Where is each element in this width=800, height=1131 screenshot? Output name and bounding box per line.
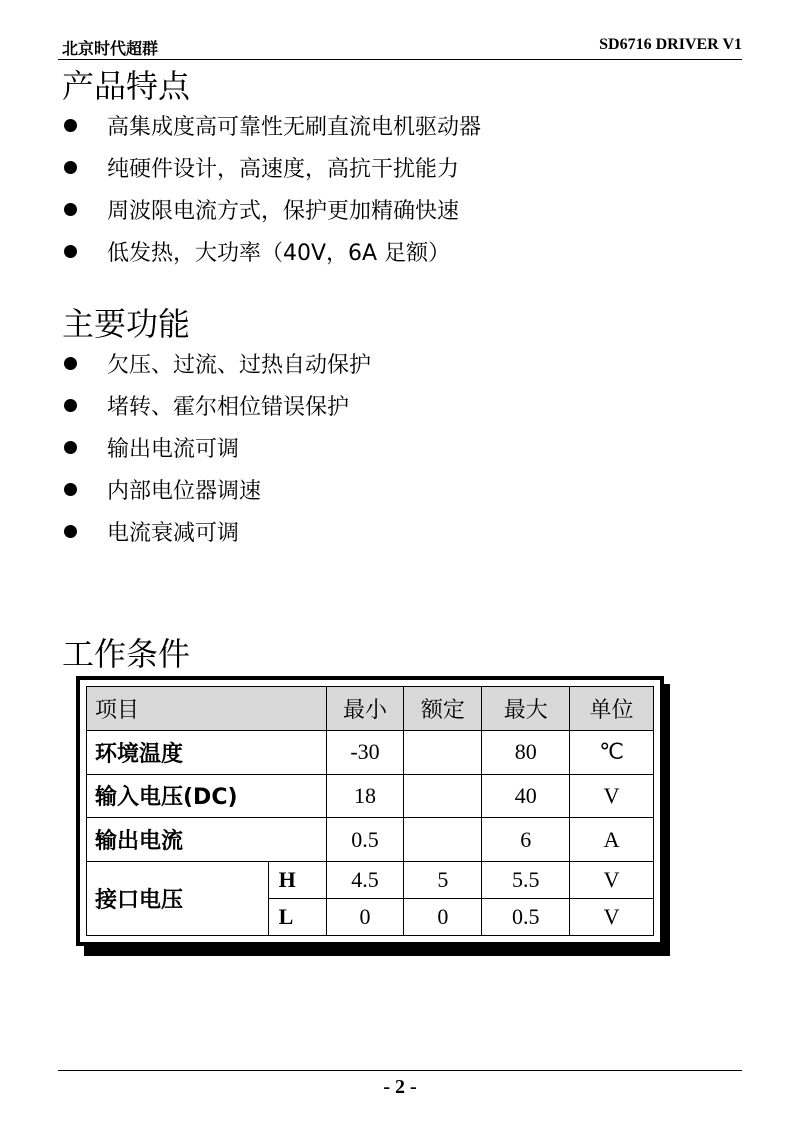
list-item: [62, 426, 371, 468]
level-low: L: [268, 899, 326, 936]
cell-rated: [404, 818, 482, 862]
cell-max: 0.5: [482, 899, 570, 936]
bullet-icon: [64, 203, 77, 216]
list-item: [62, 188, 481, 230]
header-company-name: 北京时代超群: [62, 39, 159, 58]
bullet-icon: [64, 161, 77, 174]
row-label: 输入电压(DC): [87, 774, 327, 818]
footer-divider: [58, 1070, 742, 1071]
list-item: [62, 468, 371, 510]
function-text: 输出电流可调: [107, 436, 240, 462]
header-divider: [58, 59, 742, 60]
cell-unit: V: [570, 899, 654, 936]
page-number: - 2 -: [383, 1076, 417, 1098]
feature-text: 周波限电流方式，保护更加精确快速: [107, 198, 460, 224]
list-item: [62, 342, 371, 384]
cell-unit: V: [570, 774, 654, 818]
function-text: 堵转、霍尔相位错误保护: [107, 394, 350, 420]
header-unit: 单位: [570, 687, 654, 731]
table-row: [87, 818, 654, 862]
cell-min: 4.5: [326, 862, 404, 899]
cell-max: 80: [482, 730, 570, 774]
bullet-icon: [64, 441, 77, 454]
bullet-icon: [64, 483, 77, 496]
cell-unit: V: [570, 862, 654, 899]
cell-rated: [404, 774, 482, 818]
functions-list: [62, 342, 371, 552]
features-title: 产品特点: [62, 67, 191, 105]
table-header-row: [87, 687, 654, 731]
row-label: 接口电压: [87, 862, 269, 936]
list-item: [62, 230, 481, 272]
cell-min: 0: [326, 899, 404, 936]
feature-text: 低发热，大功率（40V，6A 足额）: [107, 240, 451, 266]
bullet-icon: [64, 245, 77, 258]
features-list: [62, 104, 481, 272]
cell-max: 5.5: [482, 862, 570, 899]
cell-unit: A: [570, 818, 654, 862]
list-item: [62, 146, 481, 188]
header-max: 最大: [482, 687, 570, 731]
cell-rated: 0: [404, 899, 482, 936]
bullet-icon: [64, 525, 77, 538]
cell-max: 6: [482, 818, 570, 862]
cell-rated: [404, 730, 482, 774]
conditions-table: [86, 686, 654, 936]
list-item: [62, 104, 481, 146]
bullet-icon: [64, 399, 77, 412]
cell-unit: ℃: [570, 730, 654, 774]
header-rated: 额定: [404, 687, 482, 731]
cell-min: 0.5: [326, 818, 404, 862]
list-item: [62, 384, 371, 426]
feature-text: 纯硬件设计，高速度，高抗干扰能力: [107, 156, 460, 182]
list-item: [62, 510, 371, 552]
row-label: 环境温度: [87, 730, 327, 774]
table-row: [87, 774, 654, 818]
function-text: 欠压、过流、过热自动保护: [107, 352, 372, 378]
cell-min: 18: [326, 774, 404, 818]
table-row: [87, 862, 654, 899]
header-model-name: SD6716 DRIVER V1: [599, 36, 742, 53]
conditions-title: 工作条件: [62, 635, 191, 673]
row-label: 输出电流: [87, 818, 327, 862]
function-text: 内部电位器调速: [107, 478, 262, 504]
bullet-icon: [64, 357, 77, 370]
function-text: 电流衰减可调: [107, 520, 240, 546]
table-row: [87, 730, 654, 774]
cell-min: -30: [326, 730, 404, 774]
level-high: H: [268, 862, 326, 899]
conditions-table-frame: [76, 676, 664, 946]
functions-title: 主要功能: [62, 305, 191, 343]
feature-text: 高集成度高可靠性无刷直流电机驱动器: [107, 114, 482, 140]
cell-max: 40: [482, 774, 570, 818]
header-item: 项目: [87, 687, 327, 731]
header-min: 最小: [326, 687, 404, 731]
cell-rated: 5: [404, 862, 482, 899]
bullet-icon: [64, 119, 77, 132]
